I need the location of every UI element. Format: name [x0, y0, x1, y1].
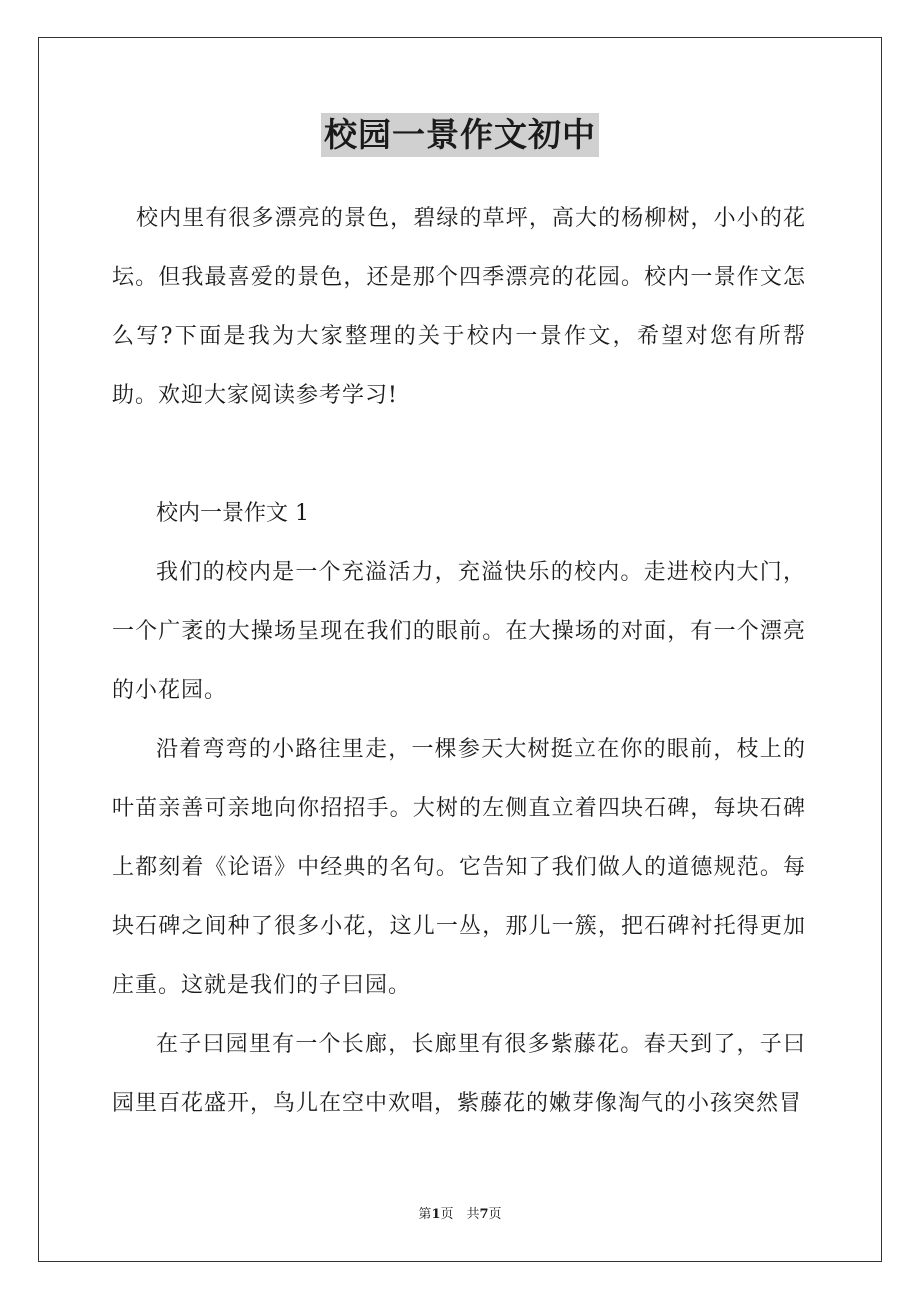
paragraph-spacer [112, 425, 806, 484]
body-paragraph-2: 沿着弯弯的小路往里走，一棵参天大树挺立在你的眼前，枝上的叶苗亲善可亲地向你招招手。大树的左侧直立着四块石碑，每块石碑上都刻着《论语》中经典的名句。它告知了我们做人的道德规范。每块石碑之间种了很多小花，这儿一丛，那儿一簇，把石碑衬托得更加庄重。这就是我们的子曰园。 [112, 737, 806, 998]
section-heading: 校内一景作文 1 [156, 501, 309, 526]
document-title: 校园一景作文初中 [321, 113, 599, 157]
title-container [0, 113, 920, 157]
body-paragraph-3: 在子曰园里有一个长廊，长廊里有很多紫藤花。春天到了，子曰园里百花盛开，鸟儿在空中欢唱，紫藤花的嫩芽像淘气的小孩突然冒 [112, 1032, 806, 1116]
footer-total-pages: 7 [479, 1207, 489, 1222]
document-body [112, 189, 806, 1133]
footer-current-page: 1 [431, 1207, 441, 1222]
intro-paragraph: 校内里有很多漂亮的景色，碧绿的草坪，高大的杨柳树，小小的花坛。但我最喜爱的景色，还是那个四季漂亮的花园。校内一景作文怎么写?下面是我为大家整理的关于校内一景作文，希望对您有所帮助。欢迎大家阅读参考学习! [112, 206, 806, 408]
footer-mid: 页 共 [440, 1207, 480, 1222]
body-paragraph-1: 我们的校内是一个充溢活力，充溢快乐的校内。走进校内大门，一个广袤的大操场呈现在我们的眼前。在大操场的对面，有一个漂亮的小花园。 [112, 560, 806, 703]
page-footer [0, 1205, 920, 1225]
footer-suffix: 页 [488, 1207, 502, 1222]
footer-prefix: 第 [418, 1207, 432, 1222]
